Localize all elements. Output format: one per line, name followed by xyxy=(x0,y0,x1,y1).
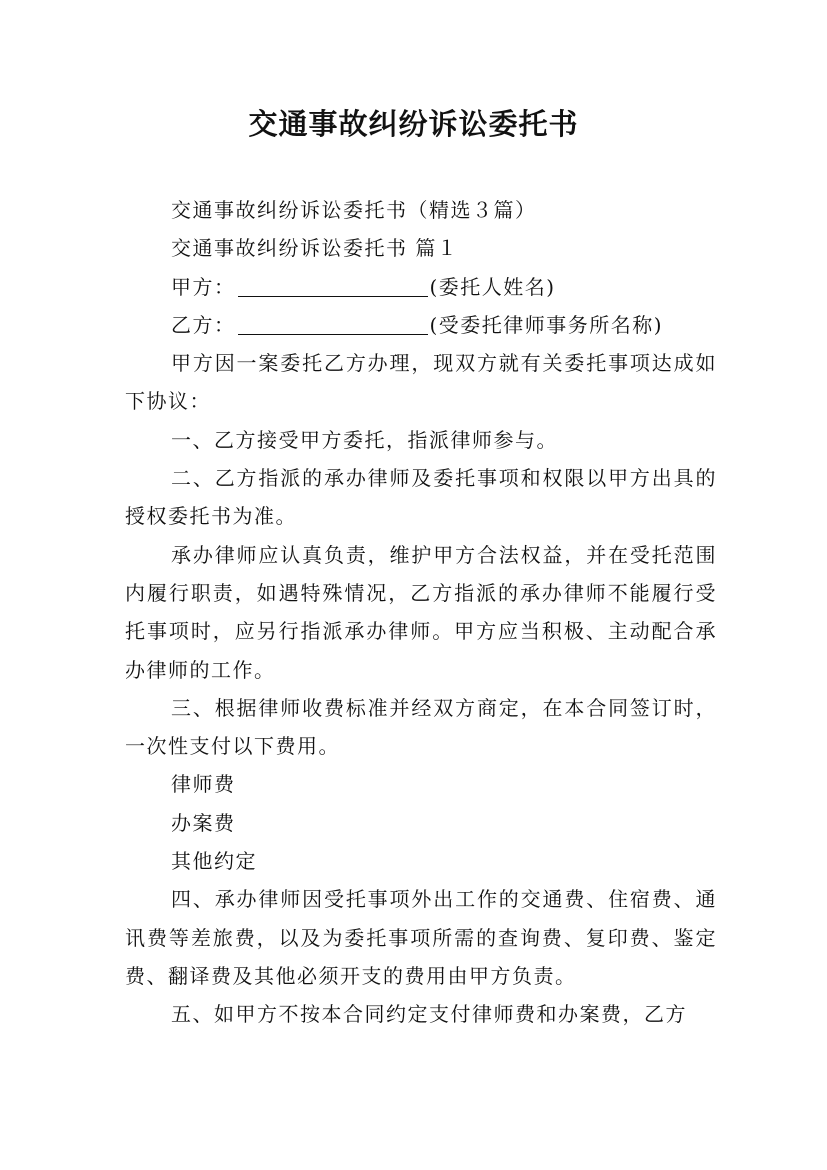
fee-case: 办案费 xyxy=(171,810,236,835)
party-a-blank xyxy=(238,276,428,297)
fee-lawyer: 律师费 xyxy=(171,772,236,797)
party-b-label: 乙方： xyxy=(171,312,236,337)
party-a-suffix: (委托人姓名) xyxy=(429,274,556,299)
fee-other: 其他约定 xyxy=(171,849,257,874)
party-a-label: 甲方： xyxy=(171,274,236,299)
intro-paragraph: 甲方因一案委托乙方办理，现双方就有关委托事项达成如下协议： xyxy=(125,351,717,414)
clause-4: 四、承办律师因受托事项外出工作的交通费、住宿费、通讯费等差旅费，以及为委托事项所需的查询费、复印费、鉴定费、翻译费及其他必须开支的费用由甲方负责。 xyxy=(125,887,717,988)
subtitle: 交通事故纠纷诉讼委托书（精选３篇） xyxy=(171,198,537,222)
clause-2-detail: 承办律师应认真负责，维护甲方合法权益，并在受托范围内履行职责，如遇特殊情况，乙方指派的承办律师不能履行受托事项时，应另行指派承办律师。甲方应当积极、主动配合承办律师的工作。 xyxy=(125,542,717,682)
clause-3: 三、根据律师收费标准并经双方商定，在本合同签订时，一次性支付以下费用。 xyxy=(125,695,717,759)
document-title: 交通事故纠纷诉讼委托书 xyxy=(248,107,579,141)
party-b-line xyxy=(125,306,717,344)
party-b-suffix: (受委托律师事务所名称) xyxy=(429,312,664,337)
chapter-heading: 交通事故纠纷诉讼委托书 篇１ xyxy=(171,236,459,261)
clause-2: 二、乙方指派的承办律师及委托事项和权限以甲方出具的授权委托书为准。 xyxy=(125,466,717,529)
clause-5: 五、如甲方不按本合同约定支付律师费和办案费，乙方 xyxy=(171,1002,687,1027)
party-a-line xyxy=(125,268,717,306)
document-body xyxy=(125,191,717,1034)
party-b-blank xyxy=(238,314,428,335)
clause-1: 一、乙方接受甲方委托，指派律师参与。 xyxy=(171,427,558,452)
